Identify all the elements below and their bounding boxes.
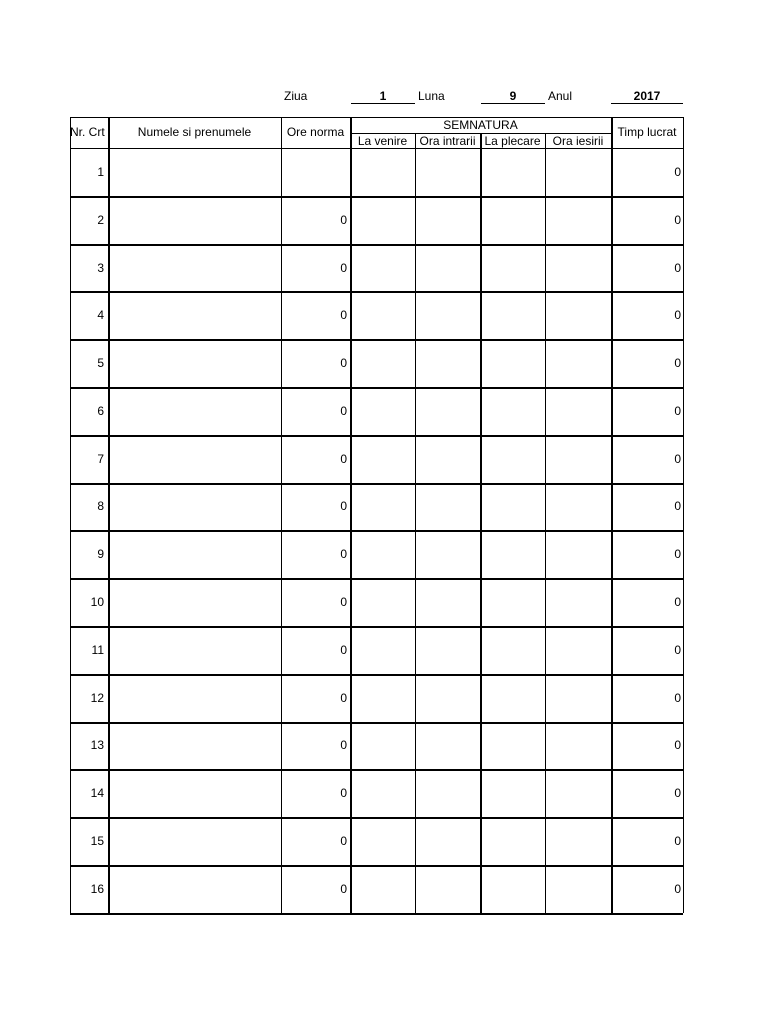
worked-time-cell: 0: [674, 356, 681, 370]
row-number: 9: [97, 547, 104, 561]
table-top-border: [70, 117, 683, 118]
column-divider: [480, 133, 482, 913]
row-number: 10: [90, 595, 104, 609]
worked-time-cell: 0: [674, 499, 681, 513]
row-divider: [70, 387, 683, 389]
col-header-departure: La plecare: [484, 134, 541, 148]
col-header-nr: Nr. Crt: [70, 125, 105, 139]
column-divider: [545, 133, 546, 913]
column-divider: [350, 117, 352, 913]
norm-hours-cell: 0: [340, 452, 347, 466]
header-bottom-border: [70, 148, 683, 149]
worked-time-cell: 0: [674, 882, 681, 896]
worked-time-cell: 0: [674, 691, 681, 705]
worked-time-cell: 0: [674, 547, 681, 561]
norm-hours-cell: 0: [340, 738, 347, 752]
year-value: 2017: [633, 89, 661, 103]
row-number: 8: [97, 499, 104, 513]
row-divider: [70, 769, 683, 771]
row-number: 2: [97, 213, 104, 227]
row-number: 15: [90, 834, 104, 848]
row-number: 1: [97, 165, 104, 179]
norm-hours-cell: 0: [340, 786, 347, 800]
worked-time-cell: 0: [674, 643, 681, 657]
norm-hours-cell: 0: [340, 834, 347, 848]
row-divider: [70, 578, 683, 580]
table-bottom-border: [70, 913, 683, 915]
norm-hours-cell: 0: [340, 595, 347, 609]
norm-hours-cell: 0: [340, 404, 347, 418]
row-number: 14: [90, 786, 104, 800]
row-divider: [70, 530, 683, 532]
row-divider: [70, 626, 683, 628]
row-divider: [70, 483, 683, 485]
row-divider: [70, 817, 683, 819]
row-divider: [70, 674, 683, 676]
col-header-norm-hours: Ore norma: [286, 125, 345, 139]
norm-hours-cell: 0: [340, 308, 347, 322]
col-header-worked-time: Timp lucrat: [617, 125, 677, 139]
month-label: Luna: [418, 89, 445, 103]
row-divider: [70, 196, 683, 198]
worked-time-cell: 0: [674, 452, 681, 466]
worked-time-cell: 0: [674, 261, 681, 275]
norm-hours-cell: 0: [340, 499, 347, 513]
row-divider: [70, 865, 683, 867]
worked-time-cell: 0: [674, 738, 681, 752]
day-label: Ziua: [284, 89, 308, 103]
norm-hours-cell: 0: [340, 213, 347, 227]
row-number: 5: [97, 356, 104, 370]
row-number: 4: [97, 308, 104, 322]
row-divider: [70, 291, 683, 293]
row-number: 7: [97, 452, 104, 466]
col-header-name: Numele si prenumele: [137, 125, 252, 139]
worked-time-cell: 0: [674, 595, 681, 609]
worked-time-cell: 0: [674, 213, 681, 227]
col-header-signature: SEMNATURA: [443, 118, 518, 132]
row-divider: [70, 435, 683, 437]
worked-time-cell: 0: [674, 404, 681, 418]
row-number: 12: [90, 691, 104, 705]
worked-time-cell: 0: [674, 165, 681, 179]
norm-hours-cell: 0: [340, 643, 347, 657]
col-header-arrival: La venire: [357, 134, 408, 148]
year-label: Anul: [548, 89, 573, 103]
day-value: 1: [379, 89, 387, 103]
norm-hours-cell: 0: [340, 882, 347, 896]
row-divider: [70, 339, 683, 341]
norm-hours-cell: 0: [340, 261, 347, 275]
worked-time-cell: 0: [674, 834, 681, 848]
row-number: 6: [97, 404, 104, 418]
norm-hours-cell: 0: [340, 356, 347, 370]
norm-hours-cell: 0: [340, 691, 347, 705]
row-divider: [70, 244, 683, 246]
column-divider: [683, 117, 684, 913]
row-number: 3: [97, 261, 104, 275]
column-divider: [415, 133, 416, 913]
worked-time-cell: 0: [674, 308, 681, 322]
row-number: 16: [90, 882, 104, 896]
column-divider: [108, 117, 110, 913]
worked-time-cell: 0: [674, 786, 681, 800]
col-header-entry-time: Ora intrarii: [419, 134, 476, 148]
row-number: 11: [91, 643, 104, 657]
month-value: 9: [509, 89, 517, 103]
row-number: 13: [90, 738, 104, 752]
col-header-exit-time: Ora iesirii: [552, 134, 604, 148]
norm-hours-cell: 0: [340, 547, 347, 561]
row-divider: [70, 722, 683, 724]
